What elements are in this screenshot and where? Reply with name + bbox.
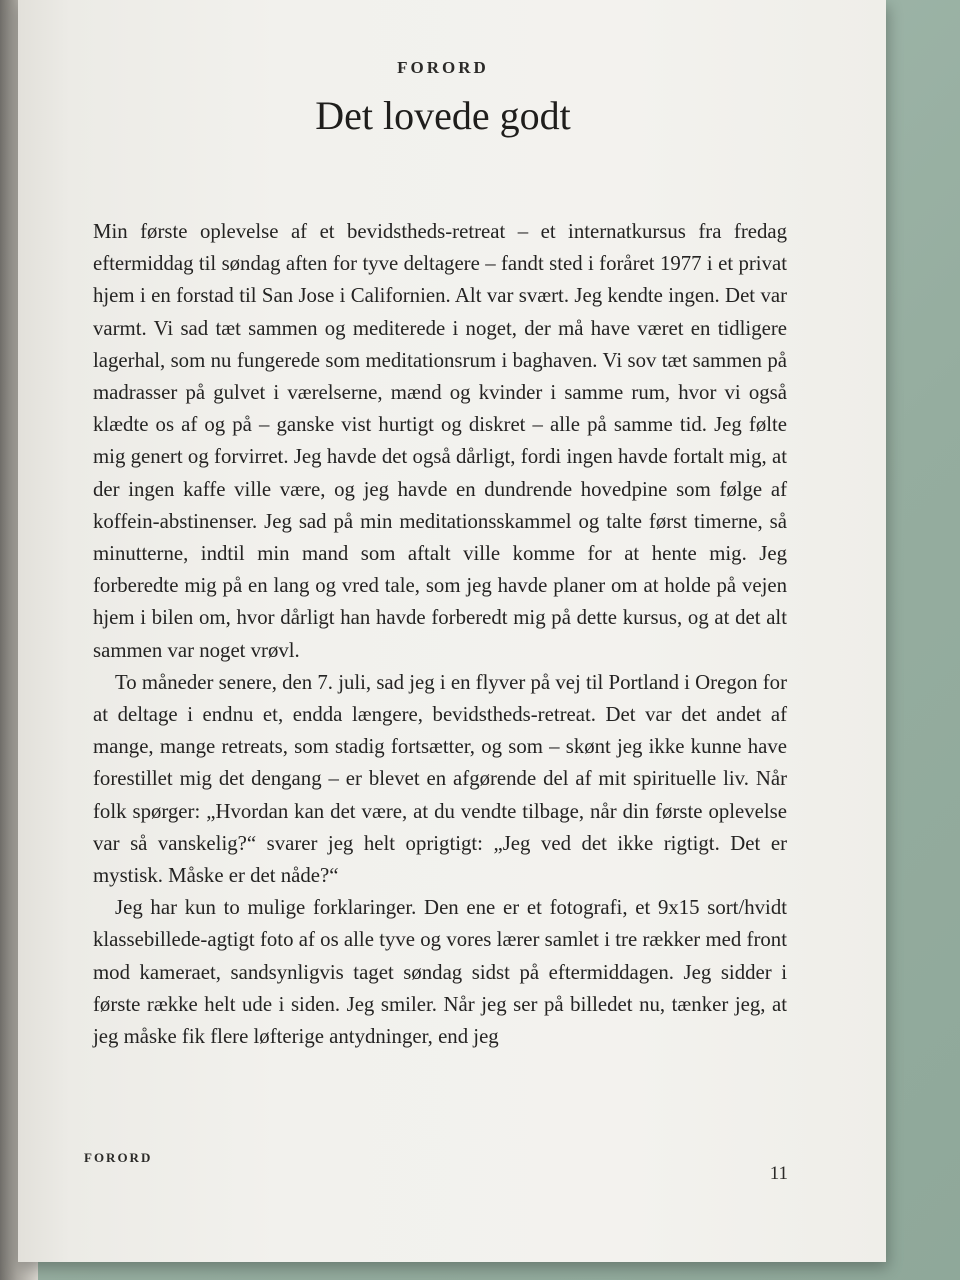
page-number: 11 [769,1163,788,1184]
section-label: FORORD [397,58,489,77]
chapter-title: Det lovede godt [315,93,571,138]
paragraph: Jeg har kun to mulige forklaringer. Den ene er et fotografi, et 9x15 sort/hvidt klassebillede-agtigt foto af os alle tyve og vores lærer samlet i tre rækker med front mod kameraet, sandsynligvis taget søndag sidst på eftermiddagen. Jeg sidder i første række helt ude i siden. Jeg smiler. Når jeg ser på billedet nu, tænker jeg, at jeg måske fik flere løfterige antydninger, end jeg [93,896,787,1049]
paragraph: Min første oplevelse af et bevidstheds-retreat – et internatkursus fra fredag eftermiddag til søndag aften for tyve deltagere – fandt sted i foråret 1977 i et privat hjem i en forstad til San Jose i Californien. Alt var svært. Jeg kendte ingen. Det var varmt. Vi sad tæt sammen og mediterede i noget, der må have været en tidligere lagerhal, som nu fungerede som meditationsrum i baghaven. Vi sov tæt sammen på madrasser på gulvet i værelserne, mænd og kvinder i samme rum, hvor vi også klædte os af og på – ganske vist hurtigt og diskret – alle på samme tid. Jeg følte mig genert og forvirret. Jeg havde det også dårligt, fordi ingen havde fortalt mig, at der ingen kaffe ville være, og jeg havde en dundrende hovedpine som følge af koffein-abstinenser. Jeg sad på min meditationsskammel og talte først timerne, så minutterne, indtil min mand som aftalt ville komme for at hente mig. Jeg forberedte mig på en lang og vred tale, som jeg havde planer om at holde på vejen hjem i bilen om, hvor dårligt han havde forberedt mig på dette kursus, og at det alt sammen var noget vrøvl. [93,220,787,662]
paragraph: To måneder senere, den 7. juli, sad jeg i en flyver på vej til Portland i Oregon for at deltage i endnu et, endda længere, bevidstheds-retreat. Det var det andet af mange, mange retreats, som stadig fortsætter, og som – skønt jeg ikke kunne have forestillet mig det dengang – er blevet en afgørende del af mit spirituelle liv. Når folk spørger: „Hvordan kan det være, at du vendte tilbage, når din første oplevelse var så vanskelig?“ svarer jeg helt oprigtigt: „Jeg ved det ikke rigtigt. Det er mystisk. Måske er det nåde?“ [93,670,787,888]
book-page [18,0,886,1262]
running-footer: FORORD [84,1150,153,1165]
page-content [18,0,886,1262]
body-text [93,216,787,1053]
